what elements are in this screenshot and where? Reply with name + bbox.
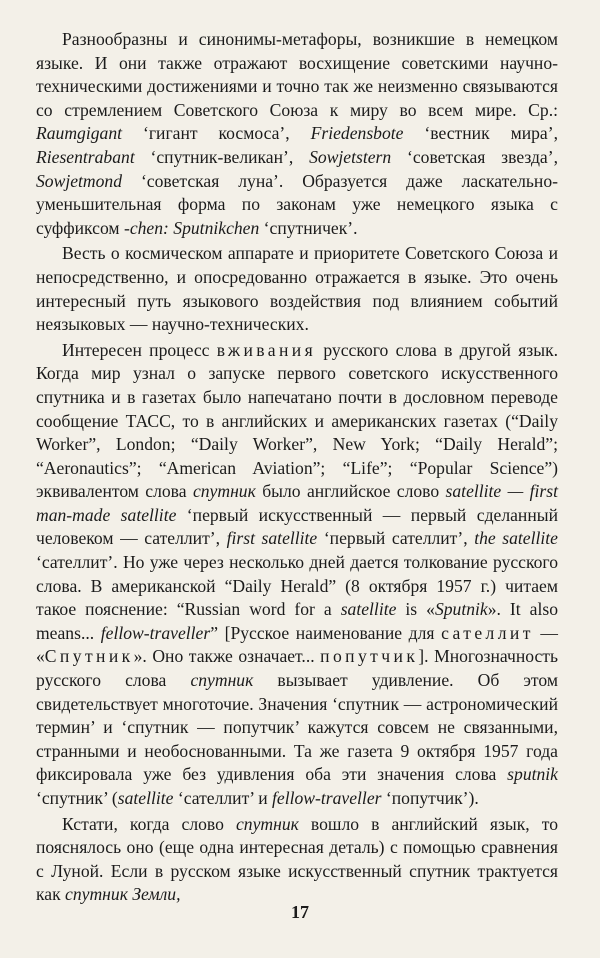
text-segment: ‘спутник-великан’, <box>134 146 310 167</box>
text-segment: ‘попутчик’). <box>381 788 479 808</box>
text-segment: satellite — first man-made satellite <box>36 481 558 525</box>
text-segment: Разнообразны и синонимы-метафоры, возникшие в немецком языке. И они также отражают восхищение советскими научно-техническими достижениями и точно так же неизменно связываются со стремлением Советского Союза к миру во всем мире. Ср.: <box>36 29 558 120</box>
text-segment: спутник <box>190 670 254 691</box>
text-segment: ‘сателлит’ и <box>173 788 273 808</box>
text-segment: ‘вестник мира’, <box>403 123 558 144</box>
text-segment: first satellite <box>226 528 318 549</box>
text-segment: спутник <box>192 481 256 502</box>
text-segment: fellow-traveller <box>100 622 211 643</box>
text-segment: ‘советская звезда’, <box>391 146 558 167</box>
text-segment: satellite <box>340 599 397 620</box>
text-segment: Кстати, когда слово <box>62 813 236 834</box>
text-segment: ». Оно также означает... <box>133 646 321 667</box>
text-segment: Friedensbote <box>310 123 404 144</box>
text-segment: ‘гигант космоса’, <box>122 123 311 144</box>
text-segment: ‘спутник’ ( <box>36 788 118 808</box>
text-segment: -chen: Sputnikchen <box>123 217 260 238</box>
paragraph-1 <box>36 28 558 240</box>
text-segment: Весть о космическом аппарате и приоритете Советского Союза и непосредственно, и опосредованно отражается в языке. Это очень интересный путь языкового воздействия под влиянием событий неязыковых — научно-технических. <box>36 243 558 335</box>
text-segment: Спутник <box>44 646 134 667</box>
text-segment: Sowjetmond <box>36 170 123 191</box>
text-segment: the satellite <box>474 528 558 549</box>
text-segment: — « <box>36 622 558 667</box>
text-segment: Raumgigant <box>36 123 123 144</box>
text-segment: ]. Многозначность русского слова <box>36 646 558 691</box>
text-segment: попутчик <box>320 646 419 667</box>
text-segment: спутник Земли, <box>65 884 181 905</box>
text-segment: спутник <box>235 813 299 834</box>
text-segment: Интересен процесс <box>62 339 217 360</box>
text-segment: ” [Русское наименование для <box>210 622 442 643</box>
text-segment: ». It also means... <box>36 599 558 643</box>
text-segment: ‘советская луна’. Образуется даже ласкательно-уменьшительная форма по законам уже немецкого языка с суффиксом <box>36 170 558 238</box>
paragraph-2 <box>36 242 558 336</box>
text-segment: satellite <box>117 788 174 808</box>
text-segment: ‘сателлит’. Но уже через несколько дней дается толкование русского слова. В американской “Daily Herald” (8 октября 1957 г.) читаем такое пояснение: “Russian word for a <box>36 552 558 620</box>
text-segment: Sputnik <box>434 599 488 620</box>
text-segment: ‘первый искусственный — первый сделанный человеком — сателлит’, <box>36 504 558 549</box>
text-segment: сателлит <box>441 622 534 643</box>
paragraph-3 <box>36 339 558 811</box>
text-segment: Sowjetstern <box>309 146 392 167</box>
text-segment: ‘спутничек’. <box>259 217 358 238</box>
text-segment: было английское слово <box>255 481 446 502</box>
text-segment: fellow-traveller <box>272 788 382 808</box>
body-text <box>36 28 558 907</box>
text-segment: русского слова в другой язык. Когда мир узнал о запуске первого советского искусственного спутника и в газетах было напечатано почти в дословном переводе сообщение ТАСС, то в английских и американских газетах (“Daily Worker”, London; “Daily Worker”, New York; “Daily Herald”; “Aeronautics”; “American Aviation”; “Life”; “Popular Science”) эквивалентом слова <box>36 339 559 502</box>
text-segment: Riesentrabant <box>36 146 135 167</box>
text-segment: вошло в английский язык, то пояснялось оно (еще одна интересная деталь) с помощью сравнения с Луной. Если в русском языке искусственный спутник трактуется как <box>36 813 558 905</box>
text-segment: ‘первый сателлит’, <box>317 528 475 549</box>
paragraph-4 <box>36 813 558 907</box>
page-number: 17 <box>291 902 309 922</box>
text-segment: is « <box>396 599 435 620</box>
text-segment: sputnik <box>507 764 558 785</box>
text-segment: вживания <box>216 339 317 360</box>
text-segment: вызывает удивление. Об этом свидетельствует многоточие. Значения ‘спутник — астрономический термин’ и ‘спутник — попутчик’ кажутся совсем не связанными, странными и необоснованными. Та же газета 9 октября 1957 года фиксировала уже без удивления оба эти значения слова <box>36 670 558 785</box>
